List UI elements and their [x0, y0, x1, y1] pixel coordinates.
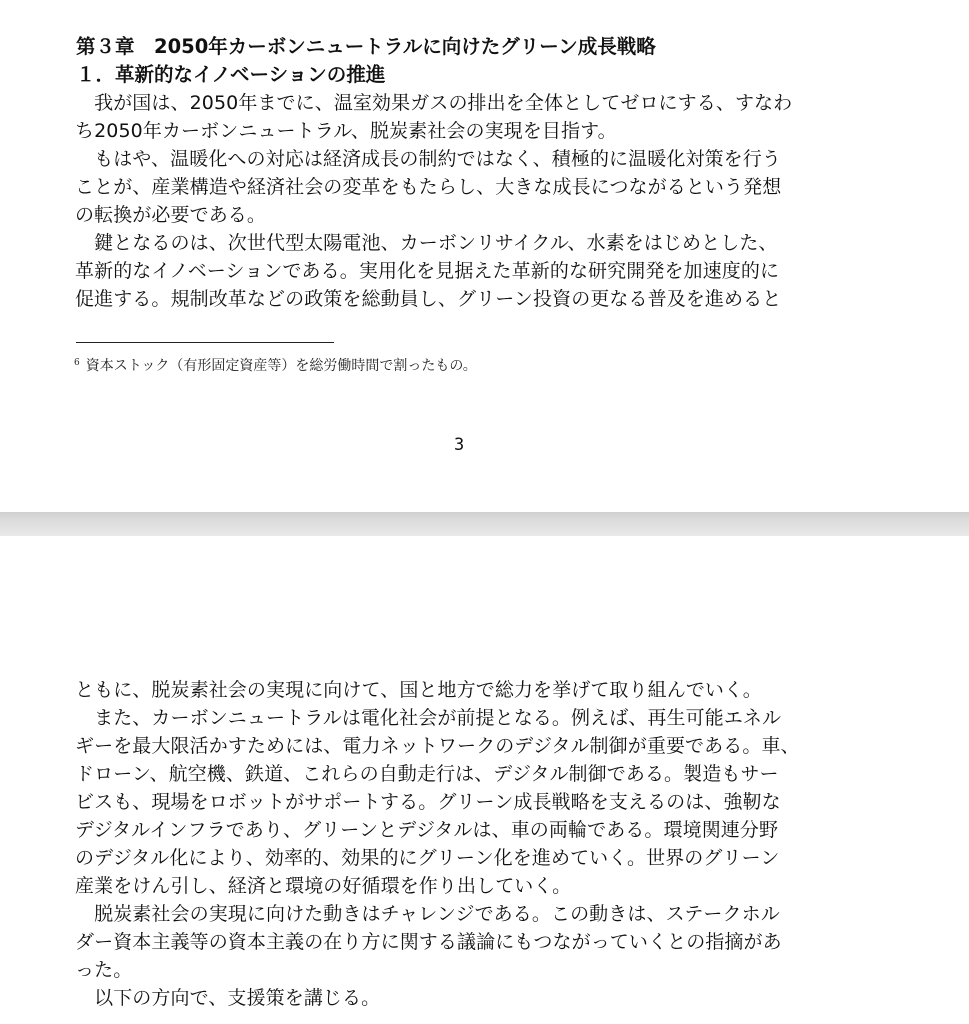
body-line: また、カーボンニュートラルは電化社会が前提となる。例えば、再生可能エネル: [75, 707, 782, 729]
body-line: ダー資本主義等の資本主義の在り方に関する議論にもつながっていくとの指摘があ: [75, 931, 782, 953]
body-line: ビスも、現場をロボットがサポートする。グリーン成長戦略を支えるのは、強靭な: [75, 791, 781, 813]
page-separator: [0, 512, 969, 536]
document-page-bottom: [0, 536, 969, 1024]
footnote: [74, 353, 477, 376]
body-line: もはや、温暖化への対応は経済成長の制約ではなく、積極的に温暖化対策を行う: [75, 148, 781, 170]
body-line: デジタルインフラであり、グリーンとデジタルは、車の両輪である。環境関連分野: [75, 819, 779, 841]
body-line: 産業をけん引し、経済と環境の好循環を作り出していく。: [75, 875, 572, 897]
body-line: ことが、産業構造や経済社会の変革をもたらし、大きな成長につながるという発想: [75, 176, 782, 198]
body-line: 鍵となるのは、次世代型太陽電池、カーボンリサイクル、水素をはじめとした、: [75, 232, 778, 254]
body-line: ともに、脱炭素社会の実現に向けて、国と地方で総力を挙げて取り組んでいく。: [75, 679, 762, 701]
chapter-title: 第３章 2050年カーボンニュートラルに向けたグリーン成長戦略: [76, 35, 656, 58]
page-number: 3: [454, 435, 465, 455]
body-line: のデジタル化により、効率的、効果的にグリーン化を進めていく。世界のグリーン: [75, 847, 780, 869]
body-line: ち2050年カーボンニュートラル、脱炭素社会の実現を目指す。: [75, 120, 617, 142]
body-line: ドローン、航空機、鉄道、これらの自動走行は、デジタル制御である。製造もサー: [75, 763, 779, 785]
footnote-text: 資本ストック（有形固定資産等）を総労働時間で割ったもの。: [85, 358, 477, 374]
footnote-mark: 6: [74, 358, 80, 368]
body-line: 革新的なイノベーションである。実用化を見据えた革新的な研究開発を加速度的に: [75, 260, 780, 282]
body-line: った。: [75, 959, 133, 981]
body-line: 我が国は、2050年までに、温室効果ガスの排出を全体としてゼロにする、すなわ: [75, 92, 793, 114]
section-title: １．革新的なイノベーションの推進: [76, 63, 386, 86]
footnote-divider: [76, 342, 334, 343]
body-line: ギーを最大限活かすためには、電力ネットワークのデジタル制御が重要である。車、: [75, 735, 800, 757]
body-line: 脱炭素社会の実現に向けた動きはチャレンジである。この動きは、ステークホル: [75, 903, 780, 925]
body-line: 促進する。規制改革などの政策を総動員し、グリーン投資の更なる普及を進めると: [75, 288, 782, 310]
body-line: の転換が必要である。: [75, 204, 267, 226]
body-line: 以下の方向で、支援策を講じる。: [75, 987, 381, 1009]
